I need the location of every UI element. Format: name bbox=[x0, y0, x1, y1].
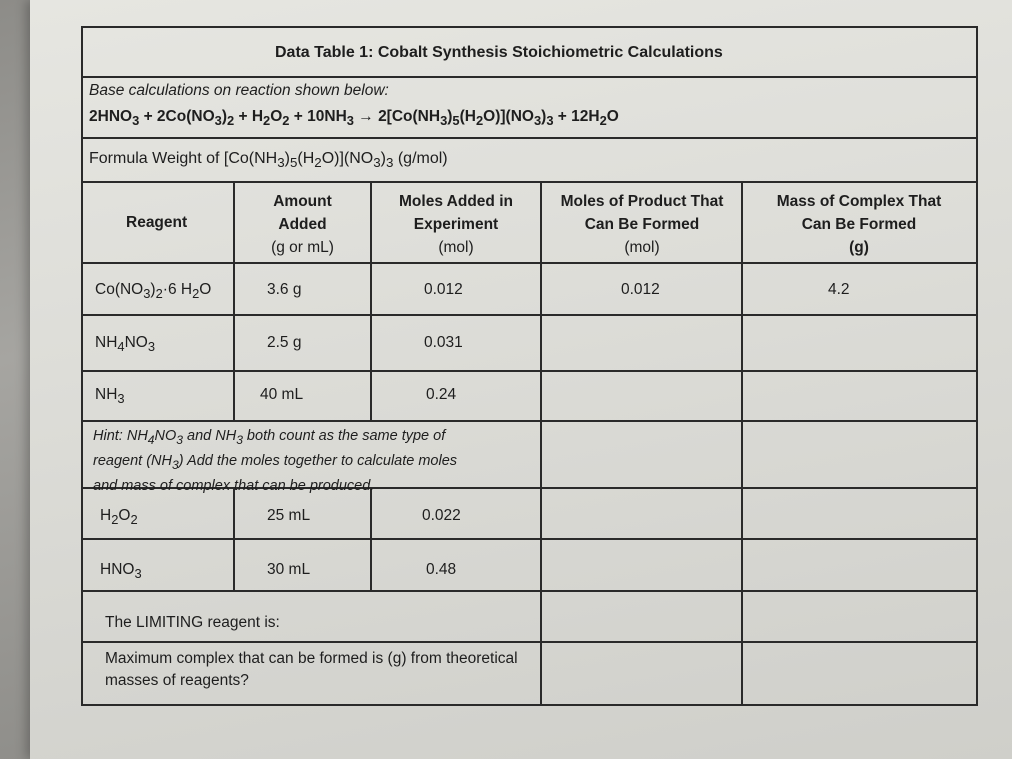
header-moles bbox=[371, 190, 541, 259]
limiting-reagent-answer-cell[interactable] bbox=[542, 592, 975, 640]
rule-row-co bbox=[81, 314, 978, 316]
amount-hno3: 30 mL bbox=[267, 561, 311, 578]
base-note: Base calculations on reaction shown below: bbox=[89, 82, 389, 99]
moles-hno3: 0.48 bbox=[426, 561, 457, 578]
header-product bbox=[542, 190, 742, 259]
header-mass-l3: (g) bbox=[849, 239, 869, 256]
header-moles-l3: (mol) bbox=[438, 239, 474, 256]
rule-equation bbox=[81, 137, 978, 139]
moles-nh4no3: 0.031 bbox=[424, 334, 463, 351]
header-amount-l1: Amount bbox=[273, 193, 332, 210]
table-border-bottom bbox=[81, 704, 978, 706]
rule-row-h2o2 bbox=[81, 538, 978, 540]
rule-header bbox=[81, 262, 978, 264]
header-moles-l1: Moles Added in bbox=[399, 193, 513, 210]
table-border-left bbox=[81, 26, 83, 706]
maximum-complex-label: Maximum complex that can be formed is (g) from theoretical masses of reagents? bbox=[105, 650, 518, 689]
reagent-nh4no3: $NH_4NO_3$ bbox=[95, 334, 156, 355]
limiting-reagent-label: The LIMITING reagent is: bbox=[105, 614, 280, 631]
hint-line-3: and mass of complex that can be produced. bbox=[93, 477, 375, 494]
rule-row-nh4no3 bbox=[81, 370, 978, 372]
col-rule-amount-lower bbox=[370, 487, 372, 591]
header-mass bbox=[742, 190, 976, 259]
header-product-l1: Moles of Product That bbox=[560, 193, 724, 210]
amount-nh4no3: 2.5 g bbox=[267, 334, 302, 351]
table-title: Data Table 1: Cobalt Synthesis Stoichiometric Calculations bbox=[275, 44, 723, 61]
col-rule-reagent-lower bbox=[233, 487, 235, 591]
rule-row-nh3 bbox=[81, 420, 978, 422]
header-amount-l3: (g or mL) bbox=[271, 239, 334, 256]
worksheet-page bbox=[30, 0, 1012, 759]
table-border-right bbox=[976, 26, 978, 706]
header-mass-l1: Mass of Complex That bbox=[776, 193, 942, 210]
table-border-top bbox=[81, 26, 978, 28]
reagent-nh3: $NH_3$ bbox=[95, 386, 125, 407]
header-moles-l2: Experiment bbox=[413, 216, 499, 233]
moles-co-nitrate: 0.012 bbox=[424, 281, 463, 298]
reagent-co-nitrate: $Co(NO_3)_2\cdot 6$ $H_2O$ bbox=[95, 281, 212, 302]
header-amount bbox=[235, 190, 370, 259]
maximum-complex-answer-cell[interactable] bbox=[542, 643, 975, 703]
hint-text bbox=[93, 426, 457, 497]
hint-line-1: Hint: $NH_4NO_3$ and $NH_3$ both count as the same type of bbox=[93, 428, 446, 447]
rule-formula bbox=[81, 181, 978, 183]
moles-nh3: 0.24 bbox=[426, 386, 457, 403]
reagent-hno3: $HNO_3$ bbox=[100, 561, 142, 582]
product-moles-co-nitrate: 0.012 bbox=[621, 281, 660, 298]
hint-line-2: reagent $(NH_3)$ Add the moles together to calculate moles bbox=[93, 452, 458, 472]
formula-weight-label: Formula Weight of $[Co(NH_3)_5(H_2O)](NO_3)_3$ (g/mol) bbox=[89, 150, 448, 171]
amount-h2o2: 25 mL bbox=[267, 507, 311, 524]
header-amount-l2: Added bbox=[278, 216, 327, 233]
header-mass-l2: Can Be Formed bbox=[801, 216, 917, 233]
header-product-l3: (mol) bbox=[624, 239, 660, 256]
reaction-equation: $2HNO_3 + 2Co(NO_3)_2 + H_2O_2 + 10NH_3 \to 2[Co(NH_3)_5(H_2O)](NO_3)_3 + 12H_2O$ bbox=[89, 108, 619, 129]
moles-h2o2: 0.022 bbox=[422, 507, 461, 524]
mass-complex-co-nitrate: 4.2 bbox=[828, 281, 850, 298]
rule-title bbox=[81, 76, 978, 78]
amount-co-nitrate: 3.6 g bbox=[267, 281, 302, 298]
reagent-h2o2: $H_2O_2$ bbox=[100, 507, 138, 528]
header-product-l2: Can Be Formed bbox=[584, 216, 700, 233]
header-reagent: Reagent bbox=[126, 214, 188, 231]
amount-nh3: 40 mL bbox=[260, 386, 304, 403]
